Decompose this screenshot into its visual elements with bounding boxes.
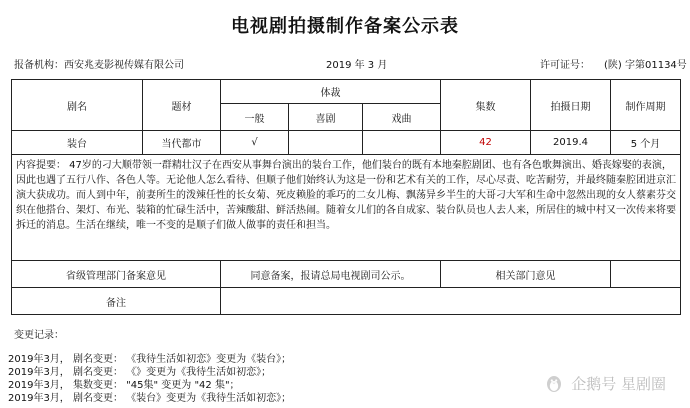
cell-general: √ — [221, 131, 289, 155]
header-genre-general: 一般 — [221, 104, 289, 131]
remark-label: 备注 — [12, 288, 221, 315]
change-log-item: 2019年3月， 集数变更： "45集" 变更为 "42 集"； — [8, 380, 240, 391]
penguin-icon — [543, 372, 565, 394]
content-summary: 内容提要： 47岁的刁大顺带领一群精壮汉子在西安从事舞台演出的装台工作，他们装台的既有本地秦腔剧团、也有各色歌舞演出、婚丧嫁娶的表演，因此也遇了五行八作、各色人等。无论他人怎么看待、但顺子他们始终认为这是一份和艺术有关的工作，尽心尽责、吃苦耐劳，并最终随秦腔团进京汇演大获成功。而人到中年，前妻所生的泼辣任性的长女菊、死皮赖脸的乖巧的二女儿梅、飘荡异乡半生的大哥刁大军和生命中忽然出现的女人蔡素芬交织在他搭台、架灯、布光、装箱的忙碌生活中，苦辣酸甜、鲜活热闹。随着女儿们的各自成家、装台队员也人去人来，所居住的城中村又一次传来将要拆迁的消息。生活在继续，唯一不变的是顺子们做人做事的责任和担当。 — [12, 155, 681, 261]
cell-comedy — [289, 131, 363, 155]
permit-value: (陕) 字第01134号 — [604, 60, 687, 71]
header-genre-opera: 戏曲 — [363, 104, 441, 131]
permit-label: 许可证号： — [540, 60, 590, 71]
change-log-label: 变更记录： — [14, 330, 64, 341]
cell-name: 装台 — [12, 131, 143, 155]
opinion-value: 同意备案，报请总局电视剧司公示。 — [221, 261, 441, 288]
org-label: 报备机构： — [14, 60, 64, 71]
header-genre-comedy: 喜剧 — [289, 104, 363, 131]
header-genre: 体裁 — [221, 80, 441, 104]
change-log-item: 2019年3月， 剧名变更： 《我待生活如初恋》变更为《装台》； — [8, 354, 292, 365]
org-info — [14, 56, 184, 71]
change-log-item: 2019年3月， 剧名变更： 《》变更为《我待生活如初恋》； — [8, 367, 272, 378]
header-episodes: 集数 — [441, 80, 531, 131]
cell-episodes: 42 — [441, 131, 531, 155]
header-theme: 题材 — [143, 80, 221, 131]
cell-theme: 当代都市 — [143, 131, 221, 155]
opinion-label: 省级管理部门备案意见 — [12, 261, 221, 288]
org-value: 西安兆麦影视传媒有限公司 — [64, 60, 184, 71]
page-title: 电视剧拍摄制作备案公示表 — [231, 16, 459, 37]
change-log-item: 2019年3月， 剧名变更： 《装台》变更为《我待生活如初恋》； — [8, 393, 292, 404]
cell-cycle: 5 个月 — [611, 131, 681, 155]
header-shoot-date: 拍摄日期 — [531, 80, 611, 131]
watermark-text: 企鹅号 星剧圈 — [571, 374, 666, 393]
dept-opinion-value — [611, 261, 681, 288]
cell-opera — [363, 131, 441, 155]
remark-value — [221, 288, 681, 315]
dept-opinion-label: 相关部门意见 — [441, 261, 611, 288]
filing-date: 2019 年 3 月 — [326, 60, 388, 71]
permit-info — [540, 56, 687, 71]
header-cycle: 制作周期 — [611, 80, 681, 131]
cell-shoot-date: 2019.4 — [531, 131, 611, 155]
watermark — [543, 372, 666, 394]
filing-table — [11, 79, 681, 315]
header-name: 剧名 — [12, 80, 143, 131]
